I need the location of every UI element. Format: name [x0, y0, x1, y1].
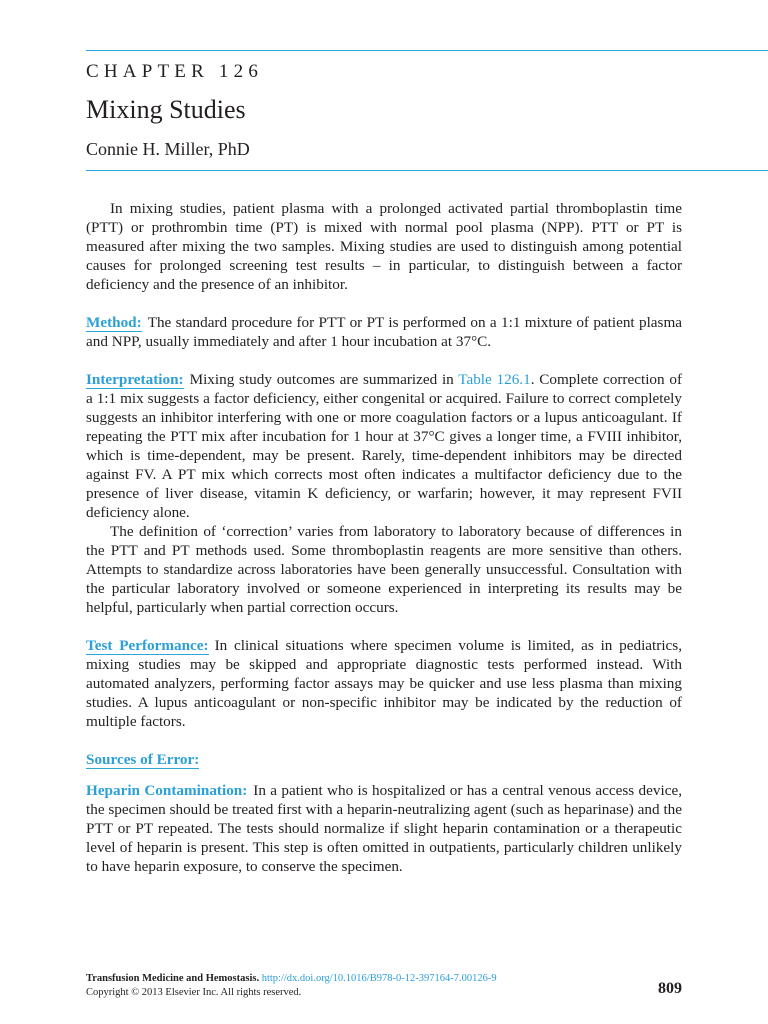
- correction-paragraph: The definition of ‘correction’ varies from laboratory to laboratory because of differences in the PTT and PT methods used. Some thromboplastin reagents are more sensitive than others. Attempts to standardize across laboratories have been generally unsuccessful. Consultation with the particular laboratory involved or someone experienced in interpreting its results may be helpful, particularly when partial correction occurs.: [86, 523, 682, 616]
- method-heading: Method:: [86, 314, 142, 331]
- test-performance-text: In clinical situations where specimen volume is limited, as in pediatrics, mixing studies may be skipped and appropriate diagnostic tests performed instead. With automated analyzers, performing factor assays may be quicker and use less plasma than mixing studies. A lupus anticoagulant or non-specific inhibitor may be indicated by the reduction of multiple factors.: [86, 637, 682, 730]
- chapter-label: CHAPTER 126: [86, 61, 264, 82]
- interpretation-paragraph: [86, 370, 682, 522]
- copyright-line: Copyright © 2013 Elsevier Inc. All rights reserved.: [86, 987, 302, 998]
- author-name: Connie H. Miller, PhD: [86, 139, 250, 159]
- intro-paragraph: In mixing studies, patient plasma with a prolonged activated partial thromboplastin time (PTT) or prothrombin time (PT) is mixed with normal pool plasma (NPP). PTT or PT is measured after mixing the two samples. Mixing studies are used to distinguish among potential causes for prolonged screening test results – in particular, to distinguish between a factor deficiency and the presence of an inhibitor.: [86, 200, 682, 293]
- heparin-heading: Heparin Contamination:: [86, 782, 248, 799]
- interpretation-heading: Interpretation:: [86, 371, 184, 388]
- doi-link[interactable]: http://dx.doi.org/10.1016/B978-0-12-397164-7.00126-9: [261, 973, 497, 984]
- interpretation-text-start: Mixing study outcomes are summarized in: [189, 371, 454, 388]
- heparin-paragraph: [86, 781, 682, 876]
- heparin-text: In a patient who is hospitalized or has a central venous access device, the specimen should be treated first with a heparin-neutralizing agent (such as heparinase) and the PTT or PT repeated. The tests should normalize if slight heparin contamination or a therapeutic level of heparin is present. This step is often omitted in outpatients, particularly children unlikely to have heparin exposure, to conserve the specimen.: [86, 782, 682, 875]
- journal-title: Transfusion Medicine and Hemostasis.: [86, 973, 260, 984]
- test-performance-heading: Test Performance:: [86, 637, 209, 654]
- test-performance-paragraph: [86, 636, 682, 731]
- header-rule-bottom: [86, 170, 768, 171]
- interpretation-text-rest: . Complete correction of a 1:1 mix suggests a factor deficiency, either congenital or acquired. Failure to correct completely suggests an inhibitor interfering with one or more coagulation factors or a lupus anticoagulant. If repeating the PTT mix after incubation for 1 hour at 37°C gives a longer time, a FVIII inhibitor, which is time-dependent, may be present. Rarely, time-dependent inhibitors may be directed against FV. A PT mix which corrects most often indicates a multifactor deficiency due to the presence of liver disease, vitamin K deficiency, or warfarin; however, it may represent FVII deficiency alone.: [86, 371, 683, 521]
- chapter-title: Mixing Studies: [86, 95, 246, 124]
- citation-line: [86, 972, 682, 986]
- chapter-body: [86, 199, 682, 876]
- header-rule-top: [86, 50, 768, 51]
- sources-of-error-heading: Sources of Error:: [86, 751, 200, 768]
- page-number: 809: [658, 980, 682, 997]
- sources-of-error-paragraph: [86, 750, 682, 769]
- table-126-1-link[interactable]: Table 126.1: [458, 371, 531, 388]
- page-footer: [86, 972, 682, 1000]
- method-text: The standard procedure for PTT or PT is performed on a 1:1 mixture of patient plasma and NPP, usually immediately and after 1 hour incubation at 37°C.: [86, 314, 682, 350]
- method-paragraph: [86, 313, 682, 351]
